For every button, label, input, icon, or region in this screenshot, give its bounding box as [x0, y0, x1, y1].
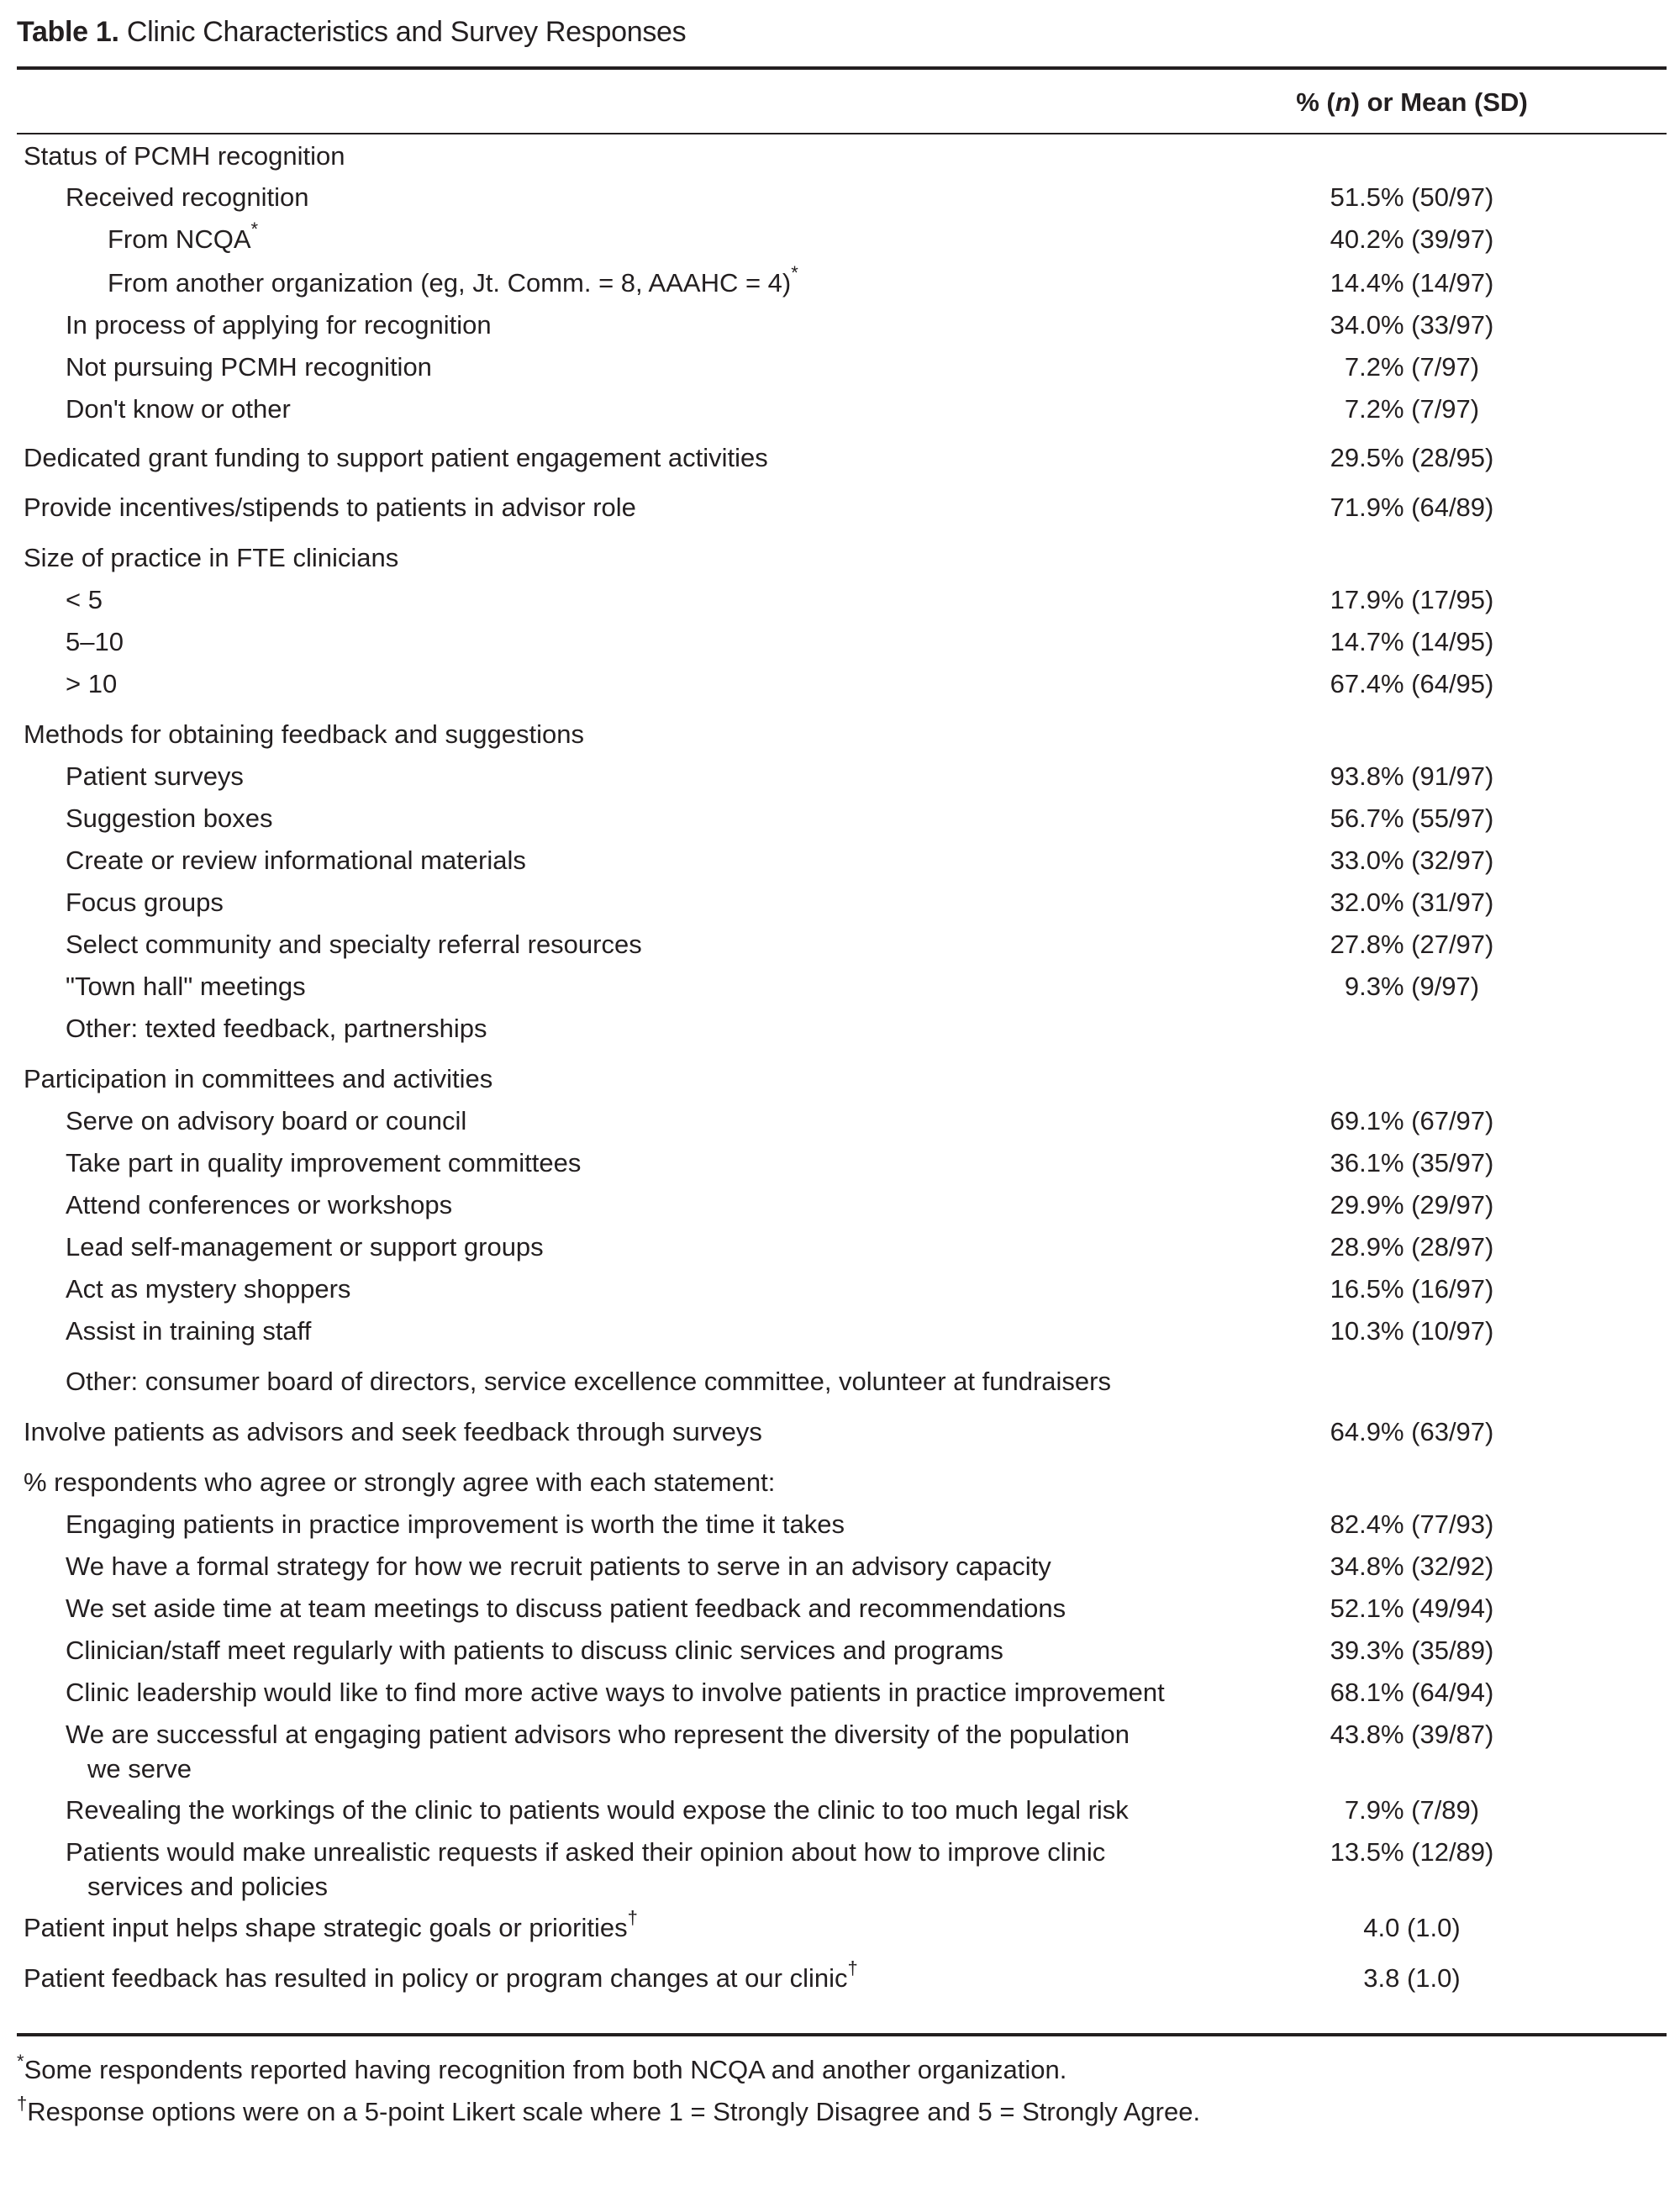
row-value: 32.0% (31/97) — [1330, 888, 1494, 917]
footnote-text: Response options were on a 5-point Likert scale where 1 = Strongly Disagree and 5 = Strongly Agree. — [27, 2097, 1201, 2126]
row-label — [66, 1591, 1259, 1625]
row-label-continuation: services and policies — [87, 1872, 329, 1901]
row-value: 3.8 (1.0) — [1363, 1963, 1461, 1993]
row-label-text: Engaging patients in practice improvement is worth the time it takes — [66, 1509, 845, 1539]
row-value: 27.8% (27/97) — [1330, 930, 1494, 959]
row-value: 68.1% (64/94) — [1330, 1678, 1494, 1707]
row-label-text: Attend conferences or workshops — [66, 1190, 453, 1220]
row-label — [66, 1314, 1259, 1348]
row-label — [66, 1717, 1259, 1786]
row-value: 14.7% (14/95) — [1330, 627, 1494, 656]
row-label-text: Don't know or other — [66, 394, 291, 424]
top-rule — [17, 66, 1667, 70]
row-label-text: From another organization (eg, Jt. Comm. = 8, AAAHC = 4) — [108, 268, 792, 298]
row-label-text: Received recognition — [66, 182, 309, 212]
footnote-mark: † — [17, 2092, 28, 2114]
row-label-text: Lead self-management or support groups — [66, 1232, 544, 1262]
row-value: 52.1% (49/94) — [1330, 1594, 1494, 1623]
row-label — [24, 1414, 1217, 1449]
row-label — [24, 440, 1217, 475]
footnote-marker: † — [627, 1906, 638, 1928]
row-label-text: Patient feedback has resulted in policy or program changes at our clinic — [24, 1963, 848, 1993]
row-value: 40.2% (39/97) — [1330, 224, 1494, 254]
table-caption-title: Clinic Characteristics and Survey Responses — [118, 16, 687, 48]
row-label — [66, 666, 1259, 701]
row-label — [66, 759, 1259, 793]
row-label — [24, 717, 1217, 751]
footnote-text: Some respondents reported having recognition from both NCQA and another organization. — [24, 2055, 1067, 2084]
row-label — [66, 180, 1259, 214]
row-label-text: 5–10 — [66, 627, 124, 656]
row-label — [24, 490, 1217, 524]
row-value: 4.0 (1.0) — [1363, 1913, 1461, 1942]
header-rule — [17, 133, 1667, 134]
row-label — [24, 139, 1217, 173]
row-label — [24, 1906, 1217, 1945]
row-value: 34.8% (32/92) — [1330, 1551, 1494, 1581]
row-label — [66, 1188, 1259, 1222]
row-value: 51.5% (50/97) — [1330, 182, 1494, 212]
row-label-text: Status of PCMH recognition — [24, 141, 345, 171]
row-value: 36.1% (35/97) — [1330, 1148, 1494, 1177]
bottom-rule — [17, 2033, 1667, 2036]
row-label — [66, 843, 1259, 877]
row-label — [66, 624, 1259, 659]
row-label — [24, 540, 1217, 575]
footnote — [17, 2091, 1200, 2133]
row-label-continuation: we serve — [87, 1754, 192, 1783]
row-label — [66, 1633, 1259, 1667]
row-value: 34.0% (33/97) — [1330, 310, 1494, 340]
row-value: 28.9% (28/97) — [1330, 1232, 1494, 1262]
row-label — [66, 1835, 1259, 1904]
table-caption-label: Table 1. — [17, 16, 119, 48]
row-label-text: Focus groups — [66, 888, 224, 917]
row-label — [108, 261, 1301, 300]
footnote-marker: † — [847, 1957, 858, 1978]
row-label-text: Act as mystery shoppers — [66, 1274, 351, 1304]
row-label-text: Serve on advisory board or council — [66, 1106, 467, 1135]
row-label-text: Select community and specialty referral resources — [66, 930, 642, 959]
row-value: 10.3% (10/97) — [1330, 1316, 1494, 1346]
row-label-text: Patient surveys — [66, 761, 244, 791]
row-label — [66, 1230, 1259, 1264]
row-label — [66, 1675, 1259, 1709]
row-label-text: From NCQA — [108, 224, 251, 254]
row-value: 29.5% (28/95) — [1330, 443, 1494, 472]
row-label-text: We are successful at engaging patient advisors who represent the diversity of the population — [66, 1720, 1130, 1749]
row-label-text: Clinician/staff meet regularly with patients to discuss clinic services and programs — [66, 1636, 1003, 1665]
row-value: 56.7% (55/97) — [1330, 803, 1494, 833]
row-value: 9.3% (9/97) — [1344, 972, 1480, 1001]
row-value: 13.5% (12/89) — [1330, 1837, 1494, 1867]
row-value: 93.8% (91/97) — [1330, 761, 1494, 791]
row-label — [66, 392, 1259, 426]
row-label — [66, 1272, 1259, 1306]
row-label-text: Create or review informational materials — [66, 846, 526, 875]
row-label-text: % respondents who agree or strongly agree with each statement: — [24, 1467, 776, 1497]
row-label-text: Assist in training staff — [66, 1316, 312, 1346]
row-label-text: Clinic leadership would like to find more active ways to involve patients in practice improvement — [66, 1678, 1165, 1707]
row-label-text: We set aside time at team meetings to discuss patient feedback and recommendations — [66, 1594, 1066, 1623]
row-label-text: Patients would make unrealistic requests if asked their opinion about how to improve clinic — [66, 1837, 1106, 1867]
row-value: 69.1% (67/97) — [1330, 1106, 1494, 1135]
row-label-text: < 5 — [66, 585, 103, 614]
row-label-text: Not pursuing PCMH recognition — [66, 352, 432, 382]
row-label — [66, 969, 1259, 1004]
row-value: 64.9% (63/97) — [1330, 1417, 1494, 1446]
footnote-marker: * — [791, 261, 798, 283]
row-label — [66, 1507, 1259, 1541]
row-label — [24, 1465, 1217, 1499]
footnote-marker: * — [250, 218, 259, 240]
row-label-text: Participation in committees and activities — [24, 1064, 493, 1093]
row-label-text: Patient input helps shape strategic goals or priorities — [24, 1913, 628, 1942]
row-value: 43.8% (39/87) — [1330, 1720, 1494, 1749]
row-label — [66, 927, 1259, 961]
row-label — [66, 1146, 1259, 1180]
row-label — [66, 1364, 1259, 1399]
row-label-text: Dedicated grant funding to support patient engagement activities — [24, 443, 768, 472]
row-label — [66, 885, 1259, 919]
footnote — [17, 2049, 1200, 2091]
row-label — [66, 308, 1259, 342]
row-label — [66, 1011, 1259, 1046]
row-value: 82.4% (77/93) — [1330, 1509, 1494, 1539]
row-label-text: Other: consumer board of directors, service excellence committee, volunteer at fundraisers — [66, 1367, 1111, 1396]
row-label-text: We have a formal strategy for how we recruit patients to serve in an advisory capacity — [66, 1551, 1051, 1581]
row-value: 71.9% (64/89) — [1330, 493, 1494, 522]
row-value: 39.3% (35/89) — [1330, 1636, 1494, 1665]
row-value: 17.9% (17/95) — [1330, 585, 1494, 614]
row-label-text: > 10 — [66, 669, 118, 698]
column-header: % (n) or Mean (SD) — [1296, 87, 1528, 117]
row-label-text: Methods for obtaining feedback and suggestions — [24, 719, 584, 749]
row-label — [24, 1061, 1217, 1096]
row-label — [66, 1104, 1259, 1138]
table-caption — [17, 15, 686, 49]
row-value: 7.9% (7/89) — [1344, 1795, 1480, 1825]
row-label-text: Revealing the workings of the clinic to patients would expose the clinic to too much legal risk — [66, 1795, 1129, 1825]
row-label — [66, 582, 1259, 617]
row-label — [66, 350, 1259, 384]
row-value: 29.9% (29/97) — [1330, 1190, 1494, 1220]
row-value: 7.2% (7/97) — [1344, 352, 1480, 382]
row-label — [66, 801, 1259, 835]
row-label-text: "Town hall" meetings — [66, 972, 306, 1001]
row-value: 67.4% (64/95) — [1330, 669, 1494, 698]
row-label-text: Size of practice in FTE clinicians — [24, 543, 399, 572]
row-label-text: Provide incentives/stipends to patients in advisor role — [24, 493, 636, 522]
row-value: 33.0% (32/97) — [1330, 846, 1494, 875]
row-value: 14.4% (14/97) — [1330, 268, 1494, 298]
row-label-text: In process of applying for recognition — [66, 310, 492, 340]
row-label-text: Take part in quality improvement committees — [66, 1148, 582, 1177]
row-value: 16.5% (16/97) — [1330, 1274, 1494, 1304]
footnotes — [17, 2049, 1200, 2133]
footnote-mark: * — [17, 2050, 24, 2072]
row-label — [66, 1549, 1259, 1583]
row-value: 7.2% (7/97) — [1344, 394, 1480, 424]
row-label-text: Involve patients as advisors and seek feedback through surveys — [24, 1417, 762, 1446]
row-label — [66, 1793, 1259, 1827]
row-label-text: Suggestion boxes — [66, 803, 273, 833]
row-label — [108, 218, 1301, 256]
row-label — [24, 1957, 1217, 1995]
row-label-text: Other: texted feedback, partnerships — [66, 1014, 487, 1043]
